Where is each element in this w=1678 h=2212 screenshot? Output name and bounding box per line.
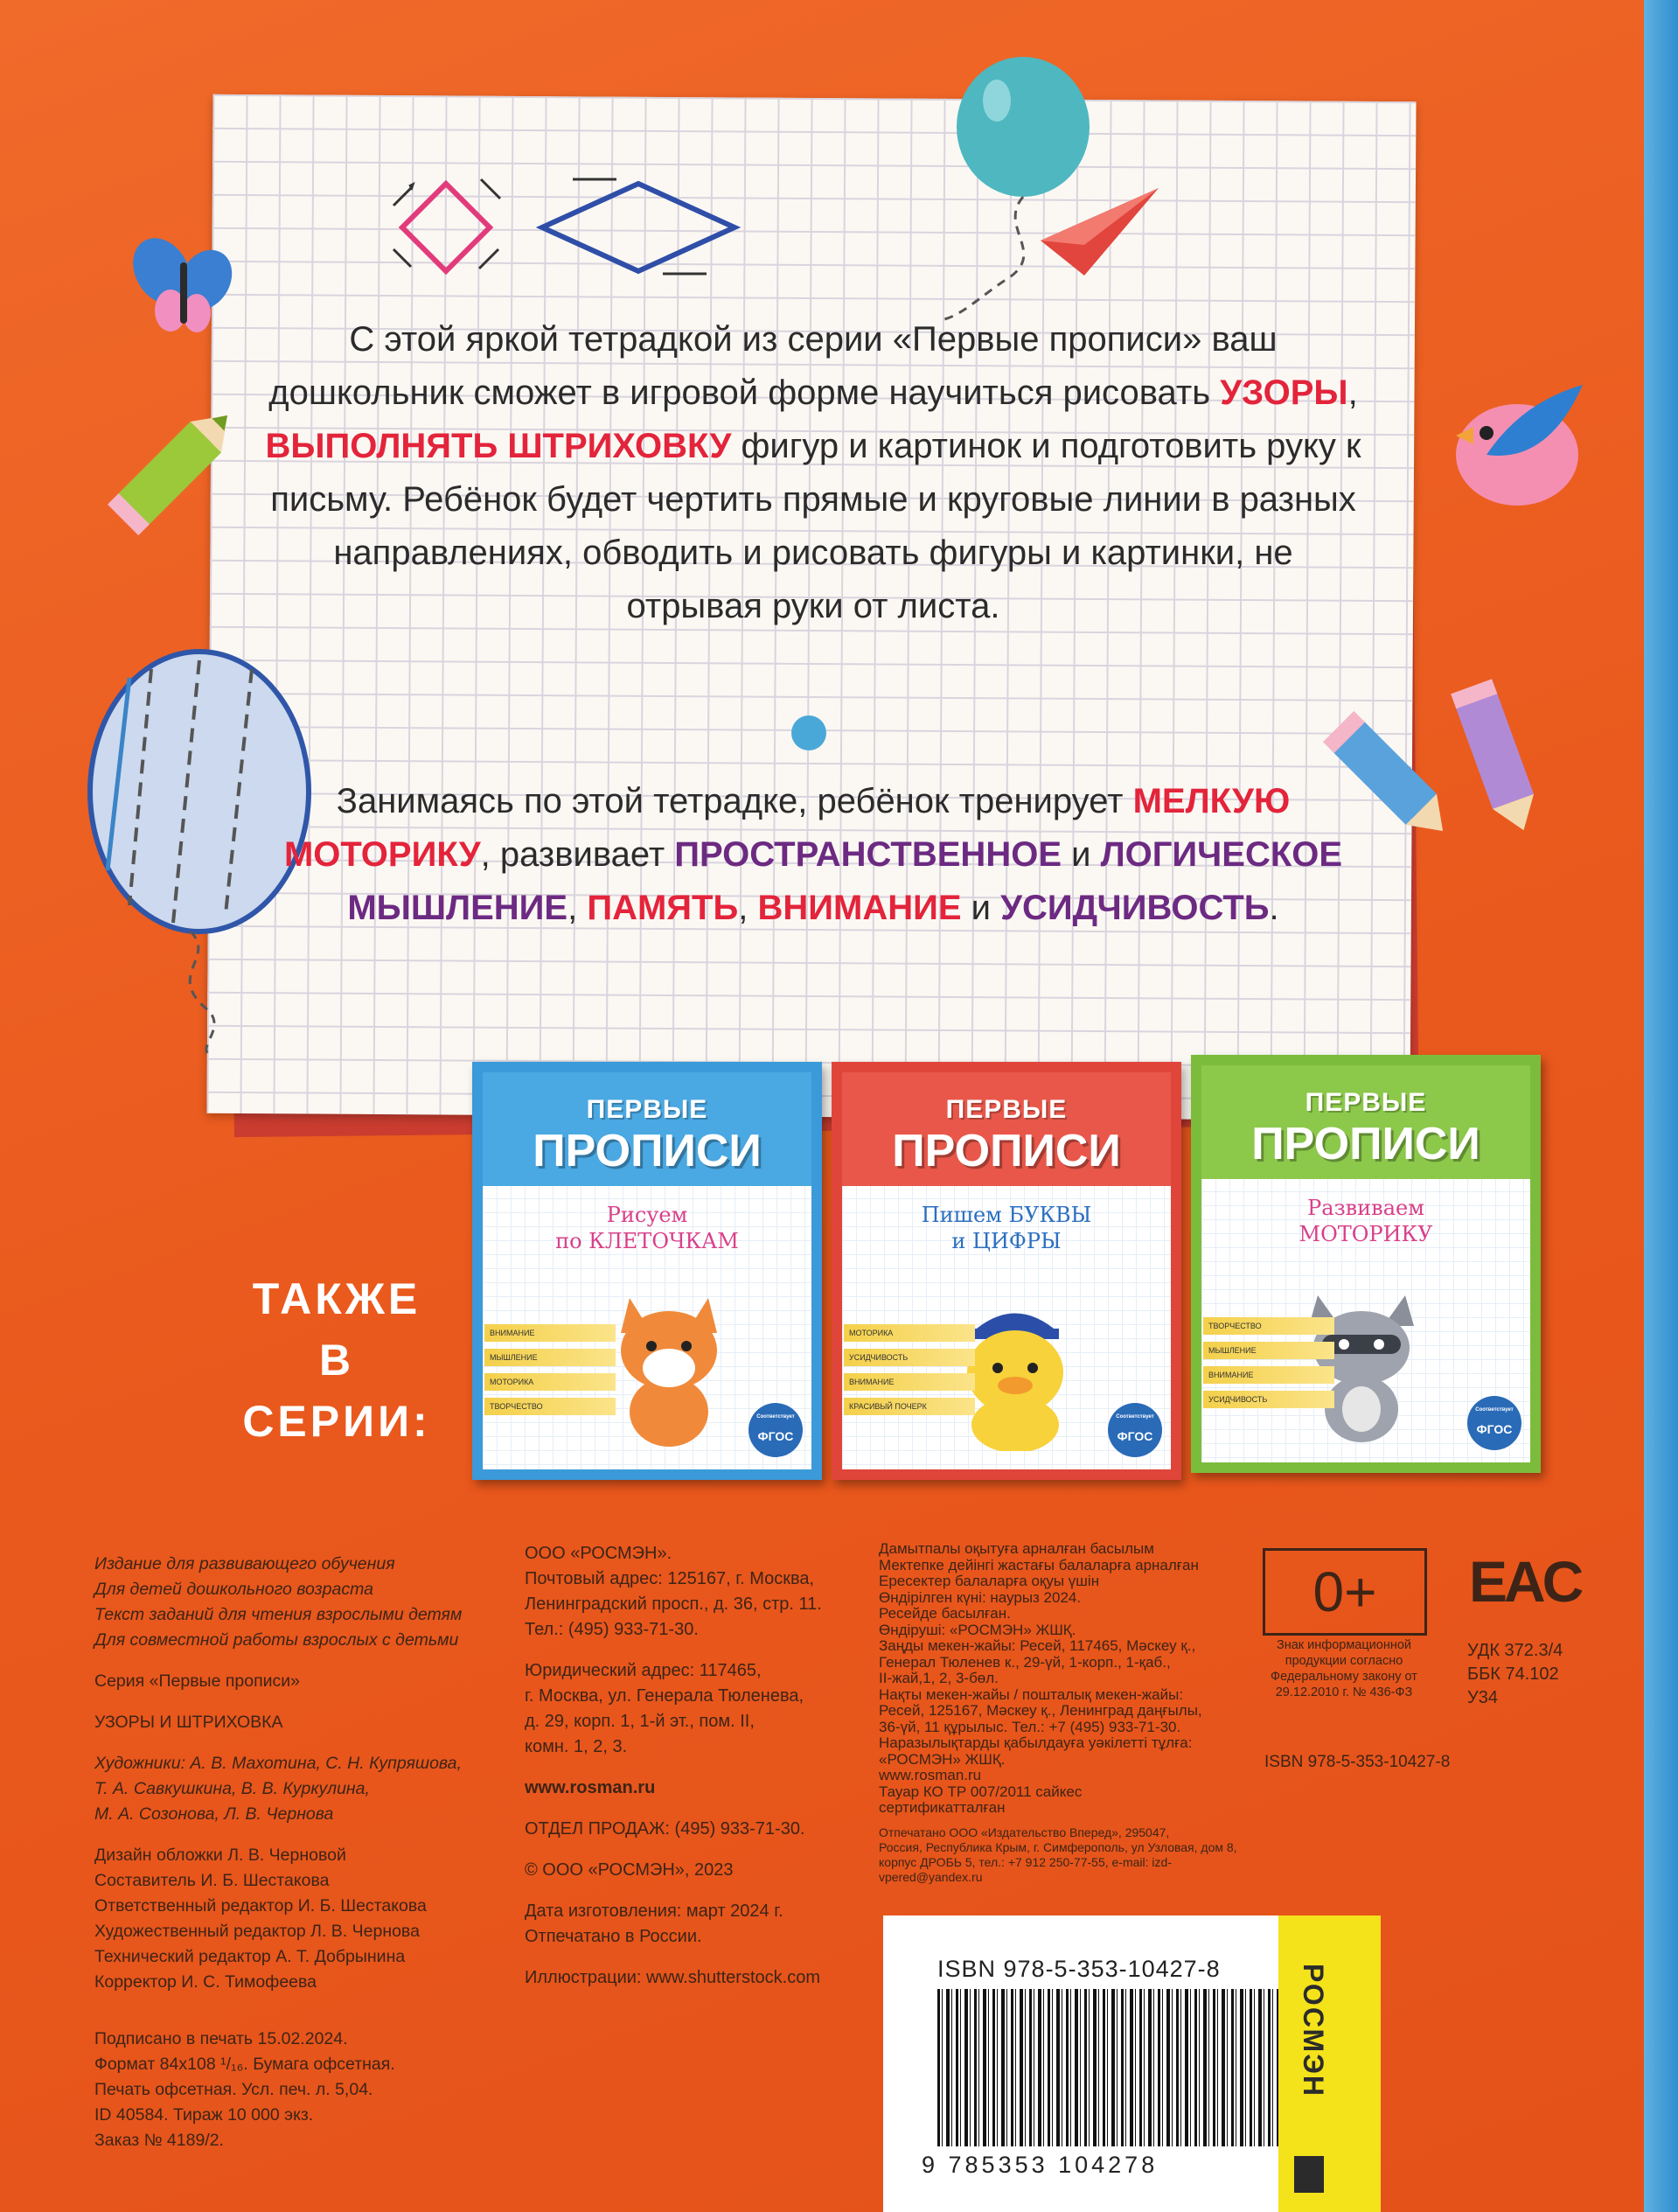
- book-series-line2: ПРОПИСИ: [892, 1126, 1121, 1176]
- imprint-line: Өндіруші: «РОСМЭН» ЖШҚ.: [879, 1621, 1076, 1638]
- skill-tag: ВНИМАНИЕ: [1203, 1366, 1334, 1384]
- fgos-badge: [748, 1403, 803, 1457]
- imprint-line: Ресей, 125167, Мәскеу қ., Ленинград даңғылы,: [879, 1702, 1202, 1719]
- skills-paragraph: [262, 775, 1364, 935]
- imprint-line: Дизайн обложки Л. В. Черновой: [94, 1846, 346, 1865]
- also-in-series-label: [223, 1268, 450, 1452]
- imprint-line: Технический редактор А. Т. Добрынина: [94, 1947, 406, 1966]
- website-link[interactable]: www.rosman.ru: [525, 1778, 656, 1797]
- imprint-kazakh: [879, 1541, 1246, 1885]
- highlight-motor-skills: МЕЛКУЮ МОТОРИКУ: [283, 782, 1291, 874]
- highlight-patterns: УЗОРЫ: [1220, 373, 1348, 412]
- imprint-line: Почтовый адрес: 125167, г. Москва,: [525, 1569, 815, 1588]
- imprint-line: Генерал Тюленев к., 29-үй, 1-корп., 1-қаб.,: [879, 1653, 1171, 1671]
- imprint-line: ООО «РОСМЭН».: [525, 1544, 672, 1563]
- book-title-line: Рисуем: [606, 1203, 688, 1227]
- book-skill-tags: [1203, 1317, 1334, 1415]
- fgos-badge: [1467, 1396, 1521, 1450]
- highlight-hatching: ВЫПОЛНЯТЬ ШТРИХОВКУ: [265, 427, 732, 465]
- printer-line: корпус ДРОБЬ 5, тел.: +7 912 250-77-55, e-mail: izd-vpered@yandex.ru: [879, 1854, 1172, 1884]
- age-rating-badge: 0+: [1263, 1548, 1427, 1636]
- imprint-line: Для совместной работы взрослых с детьми: [94, 1630, 459, 1650]
- imprint-line: Тел.: (495) 933-71-30.: [525, 1620, 699, 1639]
- barcode-label: [883, 1915, 1342, 2212]
- series-book-3: [1191, 1055, 1541, 1473]
- barcode-digits: 9 785353 104278: [922, 2152, 1159, 2178]
- badge-top-text: Соответствует: [1116, 1414, 1154, 1420]
- imprint-line: Ответственный редактор И. Б. Шестакова: [94, 1896, 427, 1915]
- skill-tag: КРАСИВЫЙ ПОЧЕРК: [844, 1398, 975, 1415]
- book-series-line1: ПЕРВЫЕ: [945, 1095, 1068, 1124]
- imprint-line: Художественный редактор Л. В. Чернова: [94, 1922, 420, 1941]
- imprint-publisher: [525, 1541, 892, 1991]
- skill-tag: МОТОРИКА: [844, 1324, 975, 1342]
- imprint-line: Заказ № 4189/2.: [94, 2131, 224, 2150]
- imprint-line: Подписано в печать 15.02.2024.: [94, 2029, 348, 2048]
- imprint-line: Корректор И. С. Тимофеева: [94, 1972, 317, 1992]
- highlight-memory: ПАМЯТЬ: [587, 889, 739, 927]
- also-line: В СЕРИИ:: [242, 1336, 431, 1446]
- imprint-line: комн. 1, 2, 3.: [525, 1737, 628, 1756]
- imprint-left: [94, 1552, 514, 2153]
- imprint-line: Тауар КО ТР 007/2011 сайкес: [879, 1783, 1083, 1800]
- imprint-line: Ленинградский просп., д. 36, стр. 11.: [525, 1594, 822, 1614]
- skills-text: .: [1269, 889, 1279, 927]
- imprint-line: Ересектер балаларға оқуы үшін: [879, 1573, 1100, 1589]
- imprint-line: сертификатталған: [879, 1799, 1006, 1816]
- skill-tag: МОТОРИКА: [484, 1373, 616, 1391]
- book-skill-tags: [484, 1324, 616, 1422]
- barcode-bars: [937, 1989, 1287, 2146]
- intro-text: С этой яркой тетрадкой из серии «Первые прописи» ваш дошкольник сможет в игровой форме научиться рисовать: [268, 320, 1278, 412]
- highlight-perseverance: УСИДЧИВОСТЬ: [1000, 889, 1270, 927]
- imprint-line: Для детей дошкольного возраста: [94, 1580, 373, 1599]
- skills-text: и: [961, 889, 1001, 927]
- isbn-text: ISBN 978-5-353-10427-8: [1264, 1753, 1451, 1771]
- book-title-line: по КЛЕТОЧКАМ: [555, 1229, 739, 1253]
- imprint-line: Составитель И. Б. Шестакова: [94, 1871, 330, 1890]
- badge-text: ФГОС: [757, 1429, 794, 1443]
- skills-text: ,: [567, 889, 588, 927]
- skill-tag: МЫШЛЕНИЕ: [1203, 1342, 1334, 1359]
- rosman-logo-icon: [1294, 2156, 1324, 2193]
- book-title: [472, 1202, 822, 1254]
- imprint-line: Издание для развивающего обучения: [94, 1554, 395, 1574]
- imprint-line: Юридический адрес: 117465,: [525, 1661, 762, 1680]
- imprint-line: Т. А. Савкушкина, В. В. Куркулина,: [94, 1779, 370, 1798]
- skill-tag: ТВОРЧЕСТВО: [484, 1398, 616, 1415]
- printer-line: Россия, Республика Крым, г. Симферополь, ул Узловая, дом 8,: [879, 1839, 1237, 1854]
- paper-plane-icon: [1032, 179, 1163, 284]
- imprint-line: Дамытпалы оқытуға арналған басылым: [879, 1540, 1154, 1557]
- imprint-line: М. А. Созонова, Л. В. Чернова: [94, 1804, 334, 1824]
- imprint-line: Печать офсетная. Усл. печ. л. 5,04.: [94, 2080, 373, 2099]
- imprint-line: Иллюстрации: www.shutterstock.com: [525, 1968, 820, 1987]
- intro-text: ,: [1347, 373, 1358, 412]
- imprint-line: Заңды мекен-жайы: Ресей, 117465, Мәскеу қ.,: [879, 1637, 1196, 1654]
- bird-icon: [1434, 350, 1609, 538]
- badge-text: ФГОС: [1117, 1429, 1153, 1443]
- udk-code: УДК 372.3/4: [1467, 1641, 1563, 1660]
- imprint-line: д. 29, корп. 1, 1-й эт., пом. II,: [525, 1712, 755, 1731]
- also-line: ТАКЖЕ: [252, 1274, 421, 1323]
- imprint-line: ОТДЕЛ ПРОДАЖ: (495) 933-71-30.: [525, 1819, 805, 1839]
- imprint-line: Отпечатано в России.: [525, 1927, 702, 1946]
- book-series-line2: ПРОПИСИ: [1251, 1119, 1480, 1169]
- highlight-attention: ВНИМАНИЕ: [757, 889, 962, 927]
- butterfly-icon: [122, 227, 245, 350]
- green-pencil-icon: [96, 389, 254, 542]
- imprint-line: ID 40584. Тираж 10 000 экз.: [94, 2105, 314, 2125]
- classification-codes: [1467, 1639, 1563, 1710]
- book-series-line1: ПЕРВЫЕ: [586, 1095, 708, 1124]
- intro-text: фигур и картинок и подготовить руку к письму. Ребёнок будет чертить прямые и круговые линии в разных направлениях, обводить и рисовать фигуры и картинки, не отрывая руки от листа.: [270, 427, 1361, 625]
- barcode-isbn: ISBN 978-5-353-10427-8: [937, 1956, 1221, 1982]
- badge-top-text: Соответствует: [756, 1414, 795, 1420]
- purple-pencil-icon: [1425, 665, 1565, 840]
- book-title-line: Пишем БУКВЫ: [921, 1203, 1092, 1227]
- eac-mark: EAC: [1469, 1549, 1581, 1614]
- skills-text: ,: [738, 889, 758, 927]
- imprint-line: 36-үй, 11 құрылыс. Тел.: +7 (495) 933-71-30.: [879, 1718, 1181, 1735]
- intro-paragraph: [262, 313, 1364, 633]
- copyright-line: © ООО «РОСМЭН», 2023: [525, 1860, 734, 1880]
- imprint-line: Ресейде басылған.: [879, 1605, 1011, 1622]
- author-mark: У34: [1467, 1688, 1498, 1707]
- imprint-line: Формат 84x108 ¹/₁₆. Бумага офсетная.: [94, 2055, 395, 2074]
- bbk-code: ББК 74.102: [1467, 1664, 1559, 1684]
- imprint-line: УЗОРЫ И ШТРИХОВКА: [94, 1713, 283, 1732]
- imprint-line: Нақты мекен-жайы / пошталық мекен-жайы:: [879, 1685, 1184, 1703]
- book-series-line1: ПЕРВЫЕ: [1305, 1088, 1427, 1117]
- imprint-line: Өндірілген күні: наурыз 2024.: [879, 1588, 1082, 1606]
- book-title: [1191, 1195, 1541, 1247]
- book-title-line: и ЦИФРЫ: [951, 1229, 1062, 1253]
- skills-text: , развивает: [480, 835, 675, 874]
- fgos-badge: [1108, 1403, 1162, 1457]
- book-series-line2: ПРОПИСИ: [533, 1126, 762, 1176]
- age-rating-note: Знак информационной продукции согласно Федеральному закону от 29.12.2010 г. № 436-ФЗ: [1271, 1638, 1417, 1699]
- series-book-1: [472, 1062, 822, 1480]
- series-book-2: [832, 1062, 1181, 1480]
- imprint-line: Дата изготовления: март 2024 г.: [525, 1901, 783, 1921]
- imprint-line: Наразылықтарды қабылдауға уәкілетті тұлға:: [879, 1734, 1193, 1751]
- fox-illustration: [603, 1280, 735, 1447]
- skill-tag: ВНИМАНИЕ: [844, 1373, 975, 1391]
- skill-tag: МЫШЛЕНИЕ: [484, 1349, 616, 1366]
- imprint-line: «РОСМЭН» ЖШҚ.: [879, 1750, 1006, 1768]
- imprint-line: www.rosman.ru: [879, 1767, 982, 1783]
- highlight-spatial: ПРОСТРАНСТВЕННОЕ: [674, 835, 1062, 874]
- publisher-brand: РОСМЭН: [1298, 1964, 1329, 2098]
- badge-text: ФГОС: [1476, 1422, 1513, 1436]
- rhombus-arrows-illustration: [385, 171, 761, 293]
- book-title-line: МОТОРИКУ: [1299, 1222, 1433, 1246]
- badge-top-text: Соответствует: [1475, 1407, 1514, 1413]
- imprint-line: II-жай,1, 2, 3-бөл.: [879, 1670, 999, 1686]
- book-spine-edge: [1644, 0, 1678, 2212]
- imprint-line: Художники: А. В. Махотина, С. Н. Купряшова,: [94, 1754, 462, 1773]
- skills-text: Занимаясь по этой тетрадке, ребёнок тренирует: [336, 782, 1133, 820]
- book-title-line: Развиваем: [1307, 1196, 1424, 1220]
- printer-line: Отпечатано ООО «Издательство Вперед», 295047,: [879, 1825, 1170, 1839]
- imprint-line: Текст заданий для чтения взрослыми детям: [94, 1605, 463, 1624]
- imprint-line: Серия «Первые прописи»: [94, 1671, 301, 1691]
- skill-tag: ВНИМАНИЕ: [484, 1324, 616, 1342]
- highlight-logical: ЛОГИЧЕСКОЕ МЫШЛЕНИЕ: [347, 835, 1343, 927]
- book-skill-tags: [844, 1324, 975, 1422]
- imprint-line: г. Москва, ул. Генерала Тюленева,: [525, 1686, 804, 1706]
- blue-dot: [791, 715, 826, 750]
- imprint-line: Мектепке дейінгі жастағы балаларға арналған: [879, 1556, 1199, 1574]
- skills-text: и: [1062, 835, 1101, 874]
- skill-tag: УСИДЧИВОСТЬ: [1203, 1391, 1334, 1408]
- book-title: [832, 1202, 1181, 1254]
- skill-tag: УСИДЧИВОСТЬ: [844, 1349, 975, 1366]
- skill-tag: ТВОРЧЕСТВО: [1203, 1317, 1334, 1335]
